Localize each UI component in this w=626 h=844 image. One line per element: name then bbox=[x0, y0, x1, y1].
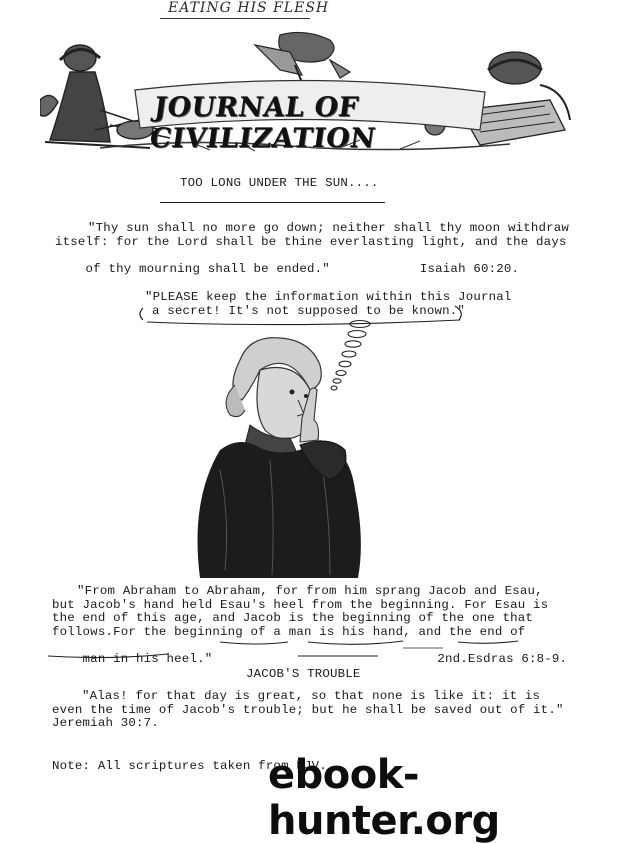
quote-line: but Jacob's hand held Esau's heel from the beginning. For Esau is bbox=[52, 597, 549, 612]
quote-line: itself: for the Lord shall be thine everlasting light, and the days bbox=[55, 234, 567, 249]
quote-line: "Thy sun shall no more go down; neither shall thy moon withdraw bbox=[88, 221, 570, 235]
quote-line: "From Abraham to Abraham, for from him sprang Jacob and Esau, bbox=[77, 584, 543, 598]
masthead-title: JOURNAL OF CIVILIZATION bbox=[147, 92, 378, 154]
quote-line: of thy mourning shall be ended." bbox=[85, 261, 330, 276]
isaiah-quote bbox=[55, 222, 595, 290]
quote-line: "Alas! for that day is great, so that none is like it: it is bbox=[82, 689, 541, 703]
masthead bbox=[40, 30, 576, 155]
caption-line-2: a secret! It's not supposed to be known." bbox=[152, 303, 466, 318]
shushing-man-illustration bbox=[180, 330, 370, 578]
handwritten-title: EATING HIS FLESH bbox=[168, 0, 330, 16]
quote-line: follows.For the beginning of a man is his hand, and the end of bbox=[52, 624, 526, 639]
jeremiah-quote bbox=[52, 690, 612, 731]
isaiah-reference: Isaiah 60:20. bbox=[419, 261, 520, 276]
caption-line-1: "PLEASE keep the information within this Journal bbox=[145, 290, 512, 304]
note-text: Note: All scriptures taken from KJV. bbox=[52, 759, 327, 773]
quote-line: the end of this age, and Jacob is the beginning of the one that bbox=[52, 611, 534, 625]
jacobs-trouble-heading: JACOB'S TROUBLE bbox=[246, 667, 361, 681]
watermark-text: ebook-hunter.org bbox=[268, 752, 500, 844]
esdras-reference: 2nd.Esdras 6:8-9. bbox=[437, 651, 568, 666]
page-heading: TOO LONG UNDER THE SUN.... bbox=[180, 176, 379, 190]
quote-line: man in his heel." bbox=[82, 651, 213, 666]
quote-line: even the time of Jacob's trouble; but he shall be saved out of it." bbox=[52, 702, 564, 717]
caption-hand-markings bbox=[135, 300, 475, 330]
title-underline bbox=[160, 18, 310, 19]
quote-line-with-ref bbox=[55, 249, 595, 290]
esdras-hand-underlines bbox=[48, 620, 548, 665]
quote-line: Jeremiah 30:7. bbox=[52, 716, 159, 730]
heading-rule bbox=[160, 202, 385, 203]
